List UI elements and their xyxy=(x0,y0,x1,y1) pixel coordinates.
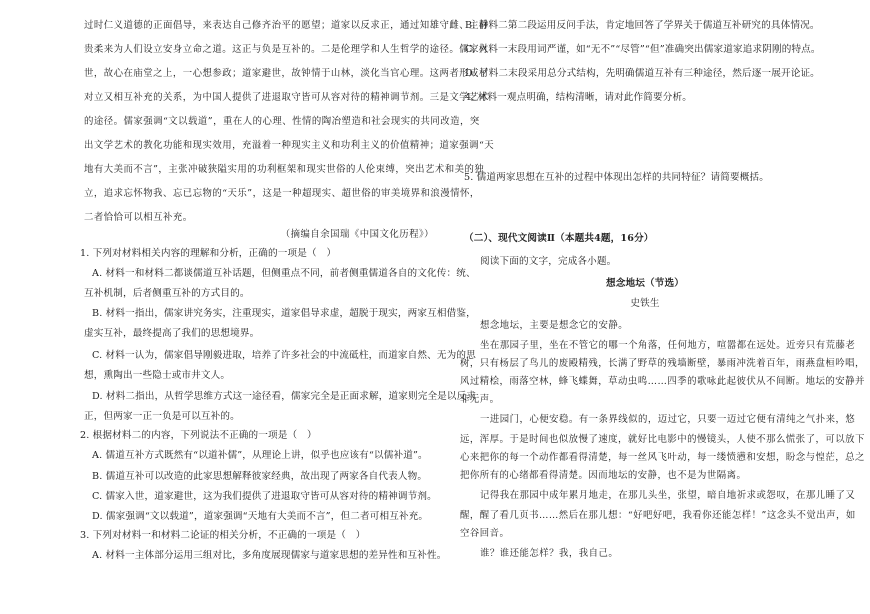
para-line: 世，故心在庙堂之上，一心想参政；道家避世，故钟情于山林，淡化当官心理。这两者形成了 xyxy=(84,68,489,79)
q3-option-c: C. 材料一末段用词严谨，如“无不”“尽管”“但”准确突出儒家道家追求阴刚的特点。 xyxy=(465,44,821,55)
para-line: 对立又相互补充的关系，为中国人提供了进退取守皆可从容对待的精神调节剂。三是文学艺术 xyxy=(84,92,489,103)
q2-option-c: C. 儒家入世，道家避世，这为我们提供了进退取守皆可从容对待的精神调节剂。 xyxy=(92,491,437,502)
essay-line: 谁？谁还能怎样？我，我自己。 xyxy=(480,548,619,559)
para-line: 过时仁义道德的正面倡导，来表达自己修齐治平的愿望；道家以反求正，通过知雄守雌、主静 xyxy=(84,20,489,31)
q1-option-a: A. 材料一和材料二都谈儒道互补话题，但侧重点不同，前者侧重儒道各自的文化传：统、 xyxy=(92,268,476,279)
essay-line: 把你所有的心绪都看得清楚。因而地坛的安静，也不是为世隔离。 xyxy=(460,470,747,481)
para-line: 出文学艺术的教化功能和现实效用，充溢着一种现实主义和功利主义的价值精神；道家强调“天 xyxy=(84,140,495,151)
para-line: 立，追求忘怀物我、忘已忘物的“天乐”，这是一种超现实、超世俗的审美境界和浪漫情怀， xyxy=(84,188,480,199)
q2-option-a: A. 儒道互补方式既然有“以道补儒”，从理论上讲，似乎也应该有“以儒补道”。 xyxy=(92,450,428,461)
q2-option-b: B. 儒道互补可以改造的此家思想解释彼家经典，故出现了两家各自代表人物。 xyxy=(92,471,428,482)
essay-line: 一进园门，心便安稳。有一条界线似的，迈过它，只要一迈过它便有清纯之气扑来，悠 xyxy=(480,414,856,425)
q1-option-c: C. 材料一认为，儒家倡导刚毅进取，培养了许多社会的中流砥柱，而道家自然、无为的思 xyxy=(92,350,476,361)
para-line: 地有大美而不言”，主张冲破狭隘实用的功利框架和现实世俗的人伦束缚，突出艺术和美的独 xyxy=(84,164,485,175)
essay-line: 空谷回音。 xyxy=(460,528,510,539)
q2-option-d: D. 儒家强调“文以载道”，道家强调“天地有大美而不言”，但二者可相互补充。 xyxy=(92,511,429,522)
q1-stem: 1. 下列对材料相关内容的理解和分析，正确的一项是（ ） xyxy=(80,248,337,259)
para-line: 二者恰恰可以相互补充。 xyxy=(84,212,193,223)
essay-line: 非无声。 xyxy=(460,394,500,405)
essay-line: 想念地坛，主要是想念它的安静。 xyxy=(480,320,629,331)
q3-option-a: A. 材料一主体部分运用三组对比，多角度展现儒家与道家思想的差异性和互补性。 xyxy=(92,550,447,561)
essay-line: 记得我在那园中成年累月地走，在那儿头坐，张望，暗自地祈求或怨叹，在那儿睡了又 xyxy=(480,490,856,501)
section-heading: （二）、现代文阅读Ⅱ（本题共4题，16分） xyxy=(464,233,654,244)
essay-author: 史铁生 xyxy=(630,298,660,309)
q1-option-b: B. 材料一指出，儒家讲究务实，注重现实，道家倡导求虚，超脱于现实，两家互相借鉴， xyxy=(92,308,476,319)
q1-option-d: D. 材料二指出，从哲学思维方式这一途径看，儒家完全是正面求解，道家则完全是以反求 xyxy=(92,391,477,402)
q1-option-a-cont: 互补机制，后者侧重互补的方式目的。 xyxy=(84,288,250,299)
essay-line: 心来把你的每一个动作都看得清楚，每一丝风飞叶动，每一缕愤懑和安想，盼念与惶茫，总之 xyxy=(460,452,865,463)
source-citation: （摘编自余国瑞《中国文化历程》） xyxy=(280,229,434,240)
essay-title: 想念地坛（节选） xyxy=(606,278,684,289)
q1-option-c-cont: 想，熏陶出一些隐士或市井文人。 xyxy=(84,370,231,381)
q3-option-d: D. 材料二末段采用总分式结构，先明确儒道互补有三种途径，然后逐一展开论证。 xyxy=(465,68,820,79)
essay-line: 风过精桧，雨落空林，蜂飞蝶舞，草动虫鸣……四季的歌咏此起彼伏从不间断。地坛的安静并 xyxy=(460,376,865,387)
para-line: 的途径。儒家强调“文以载道”，重在人的心理、性情的陶冶塑造和社会现实的共同改造，突 xyxy=(84,116,480,127)
essay-line: 树，只有杨层了鸟儿的废殿精残，长满了野草的残墙断壁，暴雨冲洗着百年，雨燕盘桓吟唱， xyxy=(460,358,865,369)
q4-prompt: 4. 材料一观点明确，结构清晰，请对此作简要分析。 xyxy=(465,92,693,103)
q3-stem: 3. 下列对材料一和材料二论证的相关分析，不正确的一项是（ ） xyxy=(80,530,366,541)
q1-option-b-cont: 虚实互补，最终提高了我们的思想境界。 xyxy=(84,328,260,339)
essay-line: 远，浑厚。于是时间也似放慢了速度，就好比电影中的慢镜头，人使不那么慌张了，可以放下 xyxy=(460,434,865,445)
q1-option-d-cont: 正，但两家一正一负是可以互补的。 xyxy=(84,411,240,422)
para-line: 贵柔来为人们设立安身立命之道。这正与负是互补的。二是伦理学和人生哲学的途径。儒家入 xyxy=(84,44,489,55)
essay-line: 坐在那园子里，坐在不管它的哪一个角落，任何地方，喧嚣都在远处。近旁只有荒藤老 xyxy=(480,340,856,351)
essay-line: 醒，醒了看几页书……然后在那儿想：“好吧好吧，我看你还能怎样！”这念头不觉出声，如 xyxy=(460,510,856,521)
q2-stem: 2. 根据材料二的内容，下列说法不正确的一项是（ ） xyxy=(80,430,317,441)
reading-instruction: 阅读下面的文字，完成各小题。 xyxy=(480,256,617,267)
q3-option-b: B. 材料二第二段运用反问手法，肯定地回答了学界关于儒道互补研究的具体情况。 xyxy=(465,20,820,31)
q5-prompt: 5. 儒道两家思想在互补的过程中体现出怎样的共同特征？请简要概括。 xyxy=(464,172,769,183)
